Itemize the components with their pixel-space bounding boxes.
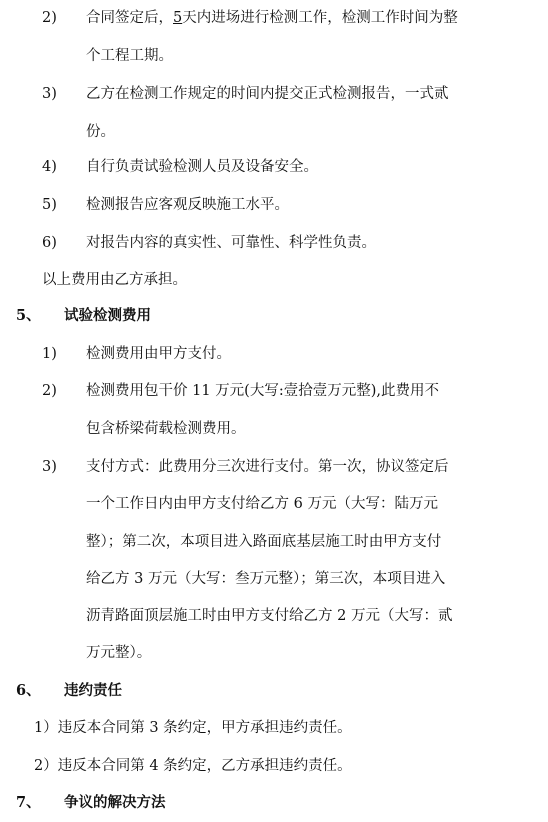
- list-item-text: 检测费用包干价 11 万元(大写:壹拾壹万元整),此费用不: [86, 383, 439, 399]
- list-item-text: 乙方在检测工作规定的时间内提交正式检测报告，一式贰: [86, 86, 449, 102]
- list-item-continuation: 个工程工期。: [86, 48, 173, 64]
- list-item-continuation: 份。: [86, 124, 115, 140]
- list-item-text: 支付方式：此费用分三次进行支付。第一次，协议签定后: [86, 459, 449, 475]
- list-item-text: 对报告内容的真实性、可靠性、科学性负责。: [86, 235, 376, 251]
- note-text: 以上费用由乙方承担。: [42, 272, 187, 288]
- section-number: 5、: [16, 307, 41, 324]
- list-item-text: 检测费用由甲方支付。: [86, 346, 231, 362]
- text-fragment: 天内进场进行检测工作，检测工作时间为整: [182, 10, 458, 26]
- list-item-number: 5): [42, 197, 57, 213]
- list-item-continuation: 一个工作日内由甲方支付给乙方 6 万元（大写：陆万元: [86, 496, 438, 512]
- days-value: 5: [173, 10, 183, 26]
- list-item-text: [86, 8, 458, 28]
- list-item-number: 2): [42, 10, 57, 26]
- text-fragment: 合同签定后，: [86, 10, 173, 26]
- list-item-number: 2): [42, 383, 57, 399]
- list-item-continuation: 沥青路面顶层施工时由甲方支付给乙方 2 万元（大写：贰: [86, 608, 453, 624]
- section-title: 违约责任: [64, 682, 122, 699]
- list-item-continuation: 给乙方 3 万元（大写：叁万元整）；第三次，本项目进入: [86, 571, 446, 587]
- section-title: 试验检测费用: [64, 307, 151, 324]
- list-item-continuation: 包含桥梁荷载检测费用。: [86, 421, 246, 437]
- list-item-text: 1）违反本合同第 3 条约定，甲方承担违约责任。: [34, 720, 352, 736]
- list-item-number: 3): [42, 86, 57, 102]
- list-item-text: 自行负责试验检测人员及设备安全。: [86, 159, 318, 175]
- list-item-number: 4): [42, 159, 57, 175]
- list-item-continuation: 万元整）。: [86, 645, 152, 661]
- list-item-number: 1): [42, 346, 57, 362]
- list-item-number: 6): [42, 235, 57, 251]
- list-item-text: 2）违反本合同第 4 条约定，乙方承担违约责任。: [34, 758, 352, 774]
- section-title: 争议的解决方法: [64, 794, 166, 811]
- list-item-continuation: 整）；第二次，本项目进入路面底基层施工时由甲方支付: [86, 534, 442, 550]
- list-item-number: 3): [42, 459, 57, 475]
- section-number: 7、: [16, 794, 41, 811]
- section-number: 6、: [16, 682, 41, 699]
- list-item-text: 检测报告应客观反映施工水平。: [86, 197, 289, 213]
